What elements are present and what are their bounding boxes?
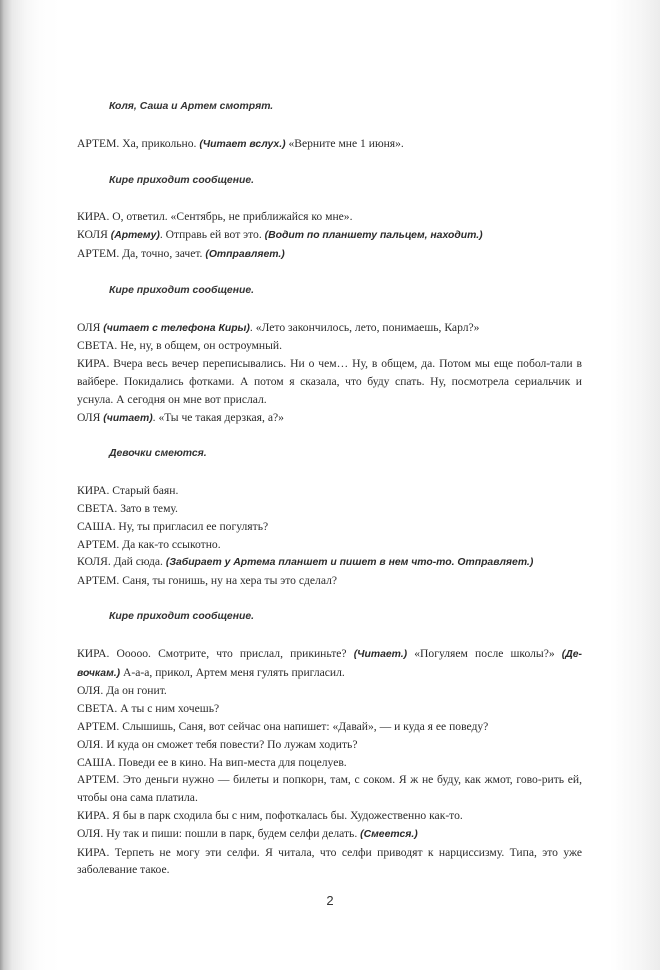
stage-direction: Коля, Саша и Артем смотрят. (109, 101, 274, 112)
stage-direction: Кире приходит сообщение. (109, 174, 254, 186)
dialogue-line: АРТЕМ. Это деньги нужно — билеты и попкорн, там, с соком. Я ж не буду, как жмот, гово-рить ей, чтобы она сама платила. (77, 773, 582, 805)
stage-direction: Кире приходит сообщение. (109, 284, 254, 296)
stage-direction: Кире приходит сообщение. (109, 610, 254, 622)
dialogue-line: АРТЕМ. Да как-то ссыкотно. (77, 537, 221, 551)
dialogue-line: АРТЕМ. Ха, прикольно. (Читает вслух.) «Верните мне 1 июня». (77, 136, 404, 150)
dialogue-line: ОЛЯ (читает). «Ты че такая дерзкая, а?» (77, 410, 284, 424)
dialogue-line: КИРА. Я бы в парк сходила бы с ним, пофоткалась бы. Художественно как-то. (77, 808, 463, 822)
dialogue-line: КОЛЯ (Артему). Отправь ей вот это. (Водит по планшету пальцем, находит.) (77, 228, 483, 242)
dialogue-line: КИРА. Старый баян. (77, 484, 179, 498)
dialogue-line: КИРА. Терпеть не могу эти селфи. Я читала, что селфи приводят к нарциссизму. Типа, это уже заболевание такое. (77, 845, 582, 877)
dialogue-line: ОЛЯ. Да он гонит. (77, 684, 167, 698)
dialogue-line: КИРА. Ооооо. Смотрите, что прислал, прикиньте? (Читает.) «Погуляем после школы?» (Де-вочкам.) А-а-а, прикол, Артем меня гулять пригласил. (77, 646, 582, 679)
dialogue-line: ОЛЯ. Ну так и пиши: пошли в парк, будем селфи делать. (Смеется.) (77, 826, 418, 840)
dialogue-line: КИРА. Вчера весь вечер переписывались. Ни о чем… Ну, в общем, да. Потом мы еще побол-тали в вайбере. Покидались фотками. А потом я сказала, что буду спать. Ну, посмотрела сериальчик и уснула. А сегодня он мне вот прислал. (77, 357, 582, 406)
dialogue-line: СВЕТА. А ты с ним хочешь? (77, 702, 220, 716)
dialogue-line: КОЛЯ. Дай сюда. (Забирает у Артема планшет и пишет в нем что-то. Отправляет.) (77, 555, 534, 569)
dialogue-line: САША. Ну, ты пригласил ее погулять? (77, 519, 269, 533)
stage-direction: Девочки смеются. (109, 448, 207, 460)
page-number: 2 (326, 893, 334, 908)
dialogue-line: ОЛЯ. И куда он сможет тебя повести? По лужам ходить? (77, 737, 358, 751)
dialogue-line: АРТЕМ. Слышишь, Саня, вот сейчас она напишет: «Давай», — и куда я ее поведу? (77, 719, 489, 733)
play-text (77, 98, 582, 879)
dialogue-line: КИРА. О, ответил. «Сентябрь, не приближайся ко мне». (77, 210, 353, 224)
dialogue-line: САША. Поведи ее в кино. На вип-места для поцелуев. (77, 755, 347, 769)
dialogue-line: АРТЕМ. Саня, ты гонишь, ну на хера ты это сделал? (77, 574, 338, 588)
dialogue-line: СВЕТА. Зато в тему. (77, 501, 178, 515)
dialogue-line: ОЛЯ (читает с телефона Киры). «Лето закончилось, лето, понимаешь, Карл?» (77, 320, 480, 334)
dialogue-line: СВЕТА. Не, ну, в общем, он остроумный. (77, 339, 283, 353)
dialogue-line: АРТЕМ. Да, точно, зачет. (Отправляет.) (77, 246, 285, 260)
